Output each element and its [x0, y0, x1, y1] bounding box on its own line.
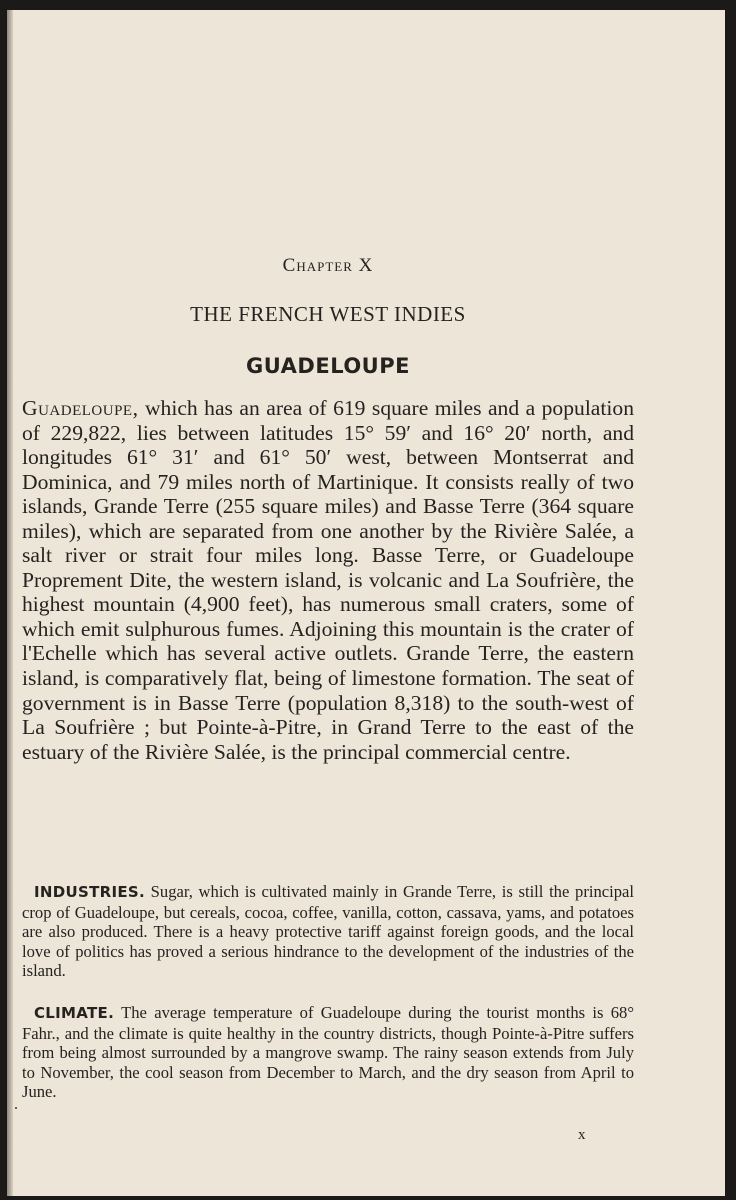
- chapter-label: [22, 255, 634, 277]
- paragraph-lead: Guadeloupe,: [22, 396, 139, 420]
- industries-body: Sugar, which is cultivated mainly in Grande Terre, is still the principal crop of Guadeloupe, but cereals, cocoa, coffee, vanilla, cotton, cassava, yams, and potatoes are also produced. There is a heavy protective tariff against foreign goods, and the local love of politics has proved a serious hindrance to the development of the industries of the island.: [22, 882, 635, 981]
- climate-heading: CLIMATE.: [34, 1004, 115, 1022]
- margin-mark: [15, 1107, 17, 1109]
- section-title: GUADELOUPE: [246, 354, 410, 378]
- paragraph-body: which has an area of 619 square miles and a population of 229,822, lies between latitudes 15° 59′ and 16° 20′ north, and longitudes 61° 31′ and 61° 50′ west, between Montserrat and Dominica, and 79 miles north of Martinique. It consists really of two islands, Grande Terre (255 square miles) and Basse Terre (364 square miles), which are separated from one another by the Rivière Salée, a salt river or strait four miles long. Basse Terre, or Guadeloupe Proprement Dite, the western island, is volcanic and La Soufrière, the highest mountain (4,900 feet), has numerous small craters, some of which emit sulphurous fumes. Adjoining this mountain is the crater of l'Echelle which has several active outlets. Grande Terre, the eastern island, is comparatively flat, being of limestone formation. The seat of government is in Basse Terre (population 8,318) to the south-west of La Soufrière ; but Pointe-à-Pitre, in Grand Terre to the east of the estuary of the Rivière Salée, is the principal commercial centre.: [22, 396, 634, 764]
- industries-heading: INDUSTRIES.: [34, 883, 145, 901]
- book-title: THE FRENCH WEST INDIES: [190, 302, 466, 326]
- climate-paragraph: [22, 1003, 634, 1102]
- main-paragraph: [22, 396, 634, 764]
- climate-body: The average temperature of Guadeloupe during the tourist months is 68° Fahr., and the climate is quite healthy in the country districts, though Pointe-à-Pitre suffers from being almost surrounded by a mangrove swamp. The rainy season extends from July to November, the cool season from December to March, and the dry season from April to June.: [22, 1003, 634, 1102]
- signature-mark: x: [578, 1127, 586, 1143]
- book-page: [7, 10, 725, 1196]
- page-edge: [7, 10, 13, 1196]
- industries-paragraph: [22, 882, 634, 981]
- chapter-label-text: Chapter X: [282, 255, 374, 276]
